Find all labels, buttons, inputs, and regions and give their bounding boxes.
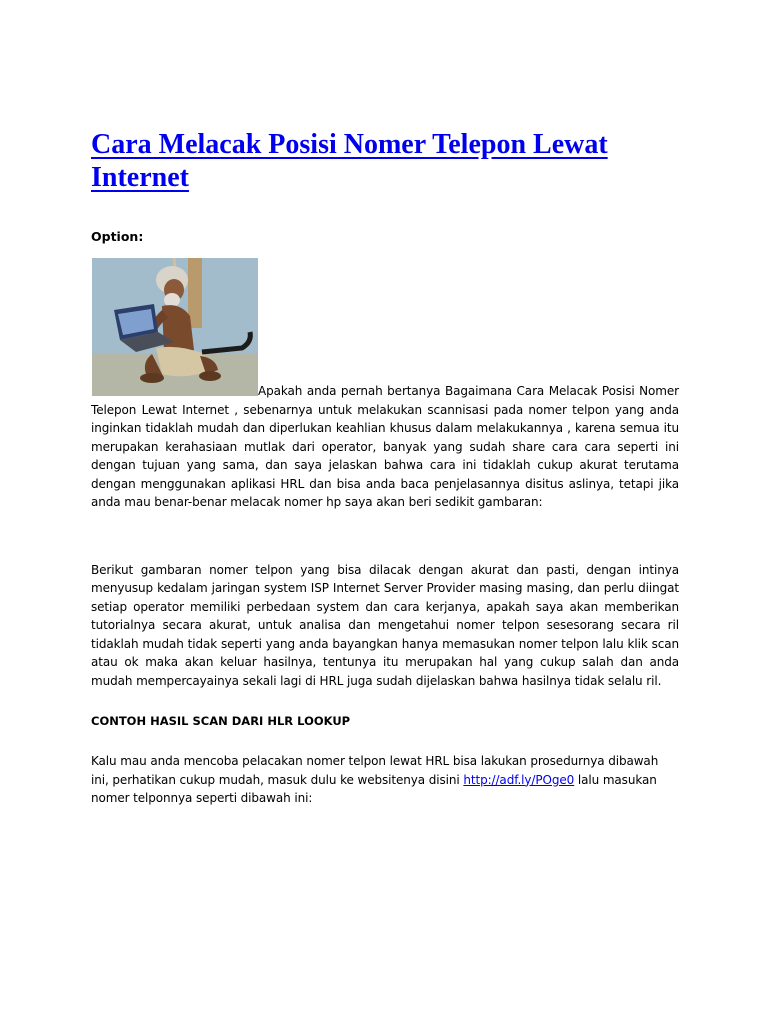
document-page	[91, 128, 679, 808]
explanation-paragraph: Berikut gambaran nomer telpon yang bisa dilacak dengan akurat dan pasti, dengan intinya menyusup kedalam jaringan system ISP Internet Server Provider masing masing, dan perlu diingat setiap operator memiliki perbedaan system dan cara kerjanya, apakah saya akan memberikan tutorialnya secara akurat, untuk analisa dan mengetahui nomer telpon sesesorang secara ril tidaklah mudah tidak seperti yang anda bayangkan hanya memasukan nomer telpon lalu klik scan atau ok maka akan keluar hasilnya, tentunya itu merupakan hal yang cukup salah dan anda mudah mempercayainya sekali lagi di HRL juga sudah dijelaskan bahwa hasilnya tidak selalu ril.	[91, 562, 679, 688]
article-title-link[interactable]: Cara Melacak Posisi Nomer Telepon Lewat Internet	[91, 129, 608, 193]
instruction-text-before: Kalu mau anda mencoba pelacakan nomer telpon lewat HRL bisa lakukan prosedurnya dibawah ini, perhatikan cukup mudah, masuk dulu ke websitenya disini	[91, 754, 659, 787]
option-label: Option:	[91, 229, 144, 244]
instruction-paragraph	[91, 752, 679, 808]
man-with-laptop-photo	[92, 258, 258, 396]
instruction-text-after: lalu masukan nomer telponnya seperti dibawah ini:	[91, 772, 657, 805]
photo-row	[91, 258, 679, 396]
intro-paragraph: Apakah anda pernah bertanya Bagaimana Cara Melacak Posisi Nomer Telepon Lewat Internet , sebenarnya untuk melakukan scannisasi pada nomer telpon yang anda inginkan tidaklah mudah dan diperlukan keahlian khusus dalam melakukannya , karena semua itu merupakan kerahasiaan mutlak dari operator, banyak yang sudah share cara cara seperti ini dengan tujuan yang sama, dan saya jelaskan bahwa cara ini tidaklah cukup akurat terutama dengan menggunakan aplikasi HRL dan bisa anda baca penjelasannya disitus aslinya, tetapi jika anda mau benar-benar melacak nomer hp saya akan beri sedikit gambaran:	[91, 384, 679, 509]
section-heading: CONTOH HASIL SCAN DARI HLR LOOKUP	[91, 714, 351, 728]
photo-illustration	[92, 258, 258, 396]
website-link[interactable]: http://adf.ly/POge0	[463, 772, 575, 787]
